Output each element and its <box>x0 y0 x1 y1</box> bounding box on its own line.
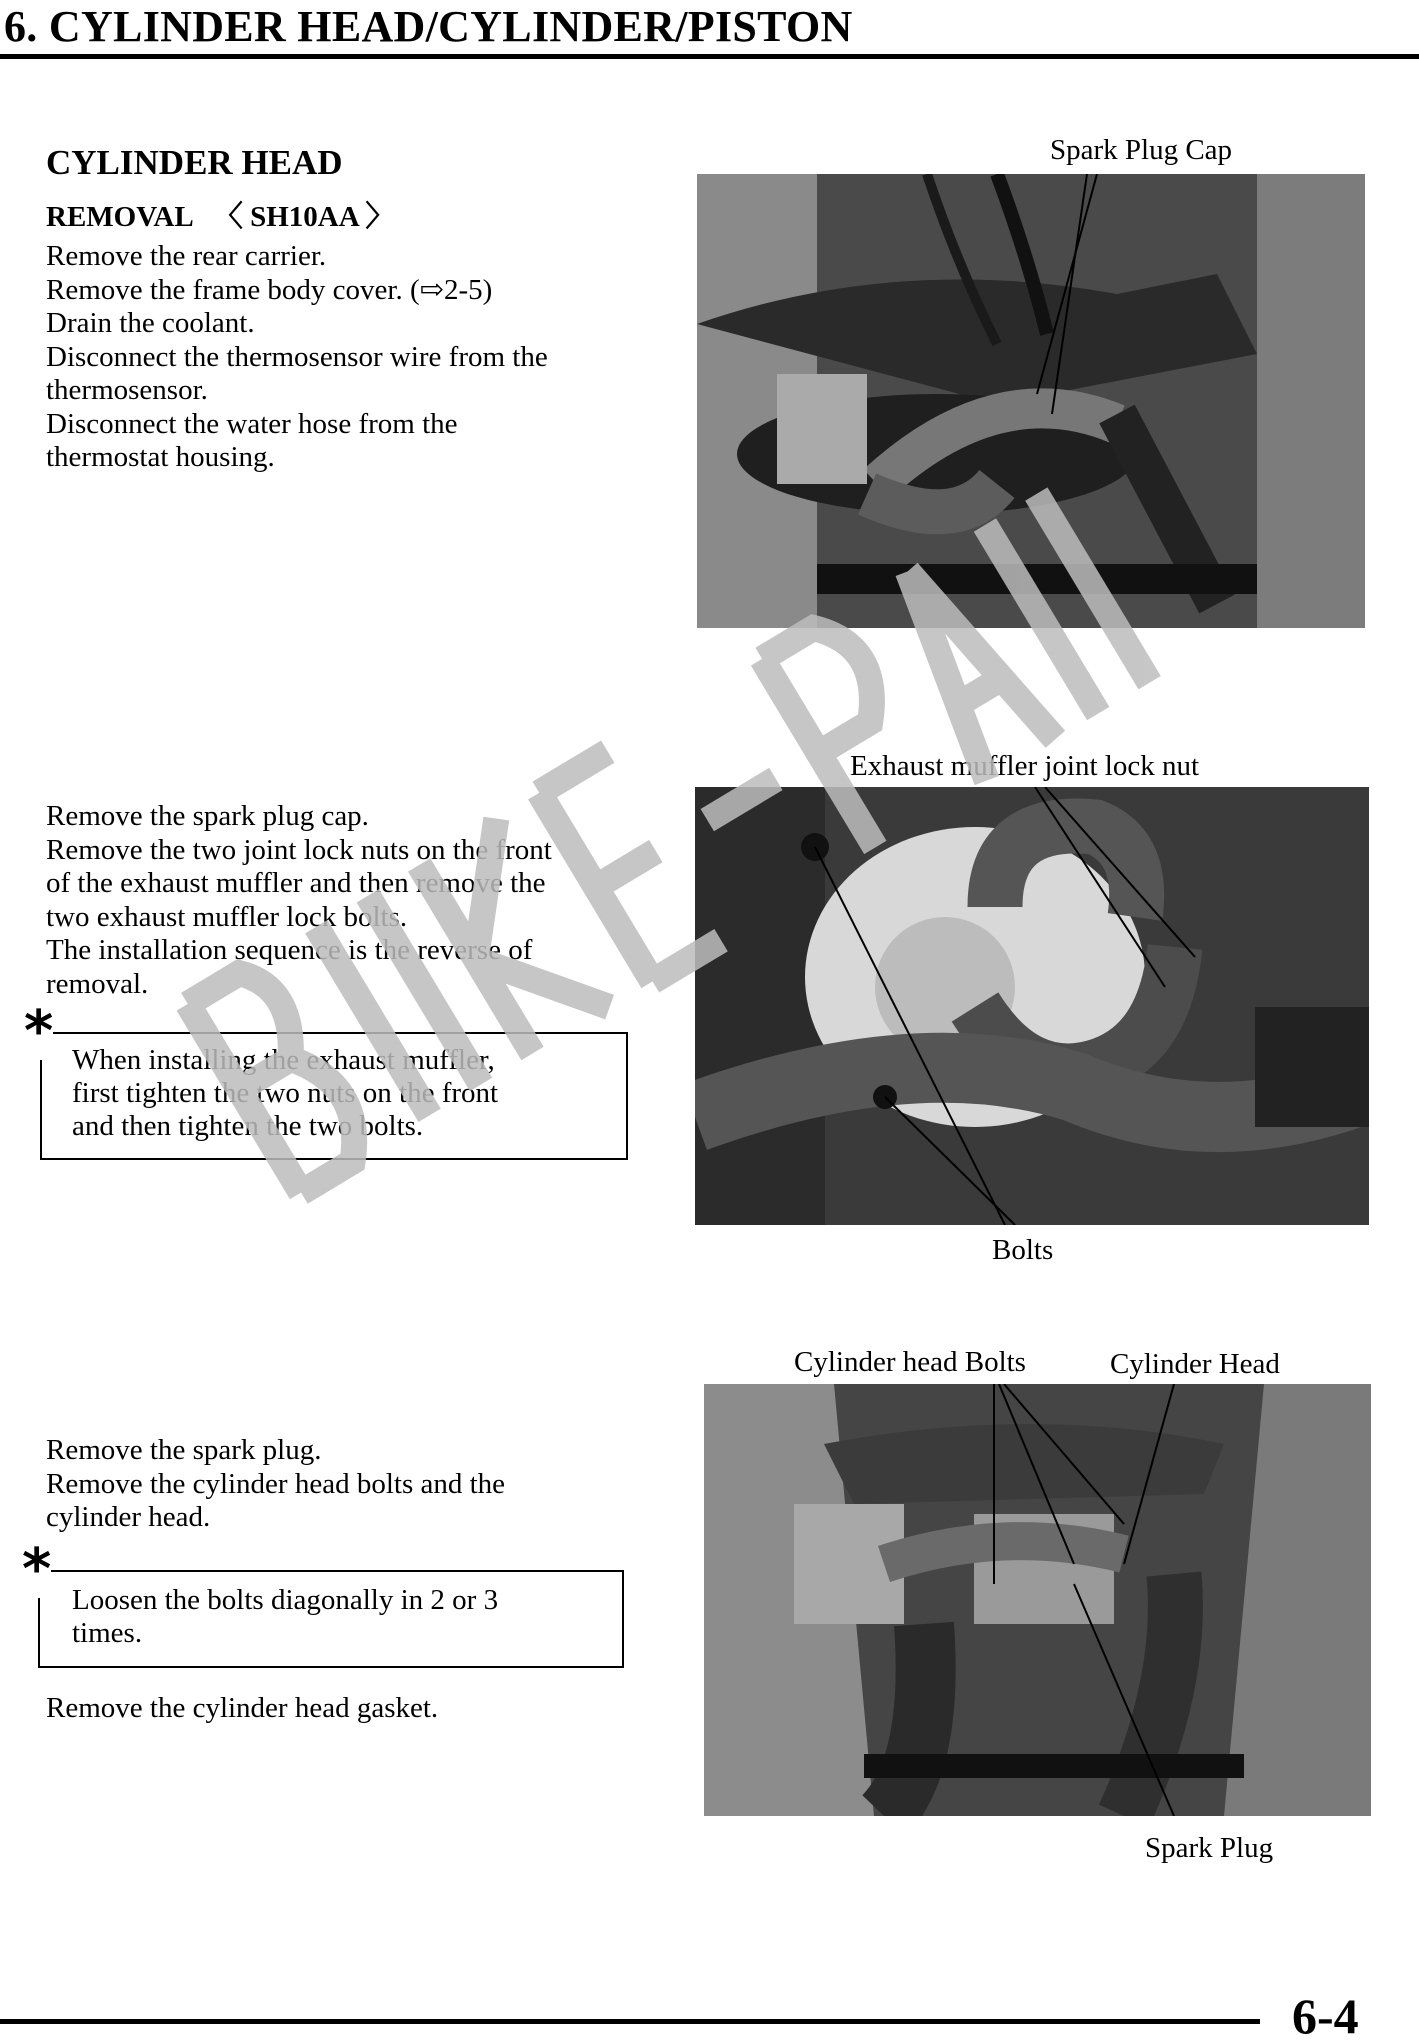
note-line: first tighten the two nuts on the front <box>72 1077 499 1109</box>
label-cylinder-head: Cylinder Head <box>1110 1348 1280 1380</box>
step2-line: removal. <box>46 967 149 1000</box>
label-bolts: Bolts <box>992 1234 1054 1266</box>
note-text <box>72 1584 498 1650</box>
footer-rule <box>0 2019 1260 2024</box>
asterisk-icon: * <box>22 1537 52 1602</box>
step2-line: Remove the spark plug cap. <box>46 800 369 832</box>
step1-line: Disconnect the thermosensor wire from the <box>46 340 548 373</box>
step2-line: Remove the two joint lock nuts on the front <box>46 833 552 866</box>
step2-line: two exhaust muffler lock bolts. <box>46 900 408 933</box>
step1-line: thermostat housing. <box>46 441 275 473</box>
step2-text <box>46 800 552 1001</box>
step1-text <box>46 240 548 475</box>
section-title: CYLINDER HEAD <box>46 143 343 182</box>
step3-line: cylinder head. <box>46 1501 211 1533</box>
page-number: 6-4 <box>1292 1988 1359 2044</box>
step1-line: Remove the rear carrier. <box>46 240 327 272</box>
photo-exhaust-muffler <box>695 787 1369 1225</box>
page-header-title: 6. CYLINDER HEAD/CYLINDER/PISTON <box>4 2 853 51</box>
note-line: Loosen the bolts diagonally in 2 or 3 <box>72 1584 499 1616</box>
photo-cylinder-head <box>704 1384 1371 1816</box>
label-spark-plug: Spark Plug <box>1145 1832 1274 1864</box>
photo-spark-plug-cap <box>697 174 1365 628</box>
label-exhaust-lock-nut: Exhaust muffler joint lock nut <box>850 750 1200 782</box>
subsection-title: REMOVAL 〈 SH10AA 〉 <box>46 201 395 233</box>
step3-text <box>46 1434 505 1535</box>
step1-line: Drain the coolant. <box>46 307 255 339</box>
step2-line: The installation sequence is the reverse of <box>46 934 533 966</box>
step2-line: of the exhaust muffler and then remove the <box>46 867 546 899</box>
note-text <box>72 1044 498 1143</box>
step1-line: thermosensor. <box>46 374 208 406</box>
step3-line: Remove the cylinder head bolts and the <box>46 1467 506 1500</box>
note-line: When installing the exhaust muffler, <box>72 1044 495 1076</box>
step1-line: Disconnect the water hose from the <box>46 407 458 440</box>
step3-after-text <box>46 1692 438 1726</box>
step3-line: Remove the spark plug. <box>46 1434 322 1466</box>
note-box-exhaust <box>24 999 628 1160</box>
note-box-bolts <box>22 1537 624 1668</box>
asterisk-icon: * <box>24 999 54 1064</box>
step1-line: Remove the frame body cover. (⇨2-5) <box>46 273 493 306</box>
header-rule <box>0 54 1419 59</box>
label-cylinder-head-bolts: Cylinder head Bolts <box>794 1346 1026 1378</box>
note-line: times. <box>72 1617 143 1649</box>
step3-after-line: Remove the cylinder head gasket. <box>46 1692 439 1724</box>
label-spark-plug-cap: Spark Plug Cap <box>1050 134 1233 166</box>
note-line: and then tighten the two bolts. <box>72 1110 424 1142</box>
